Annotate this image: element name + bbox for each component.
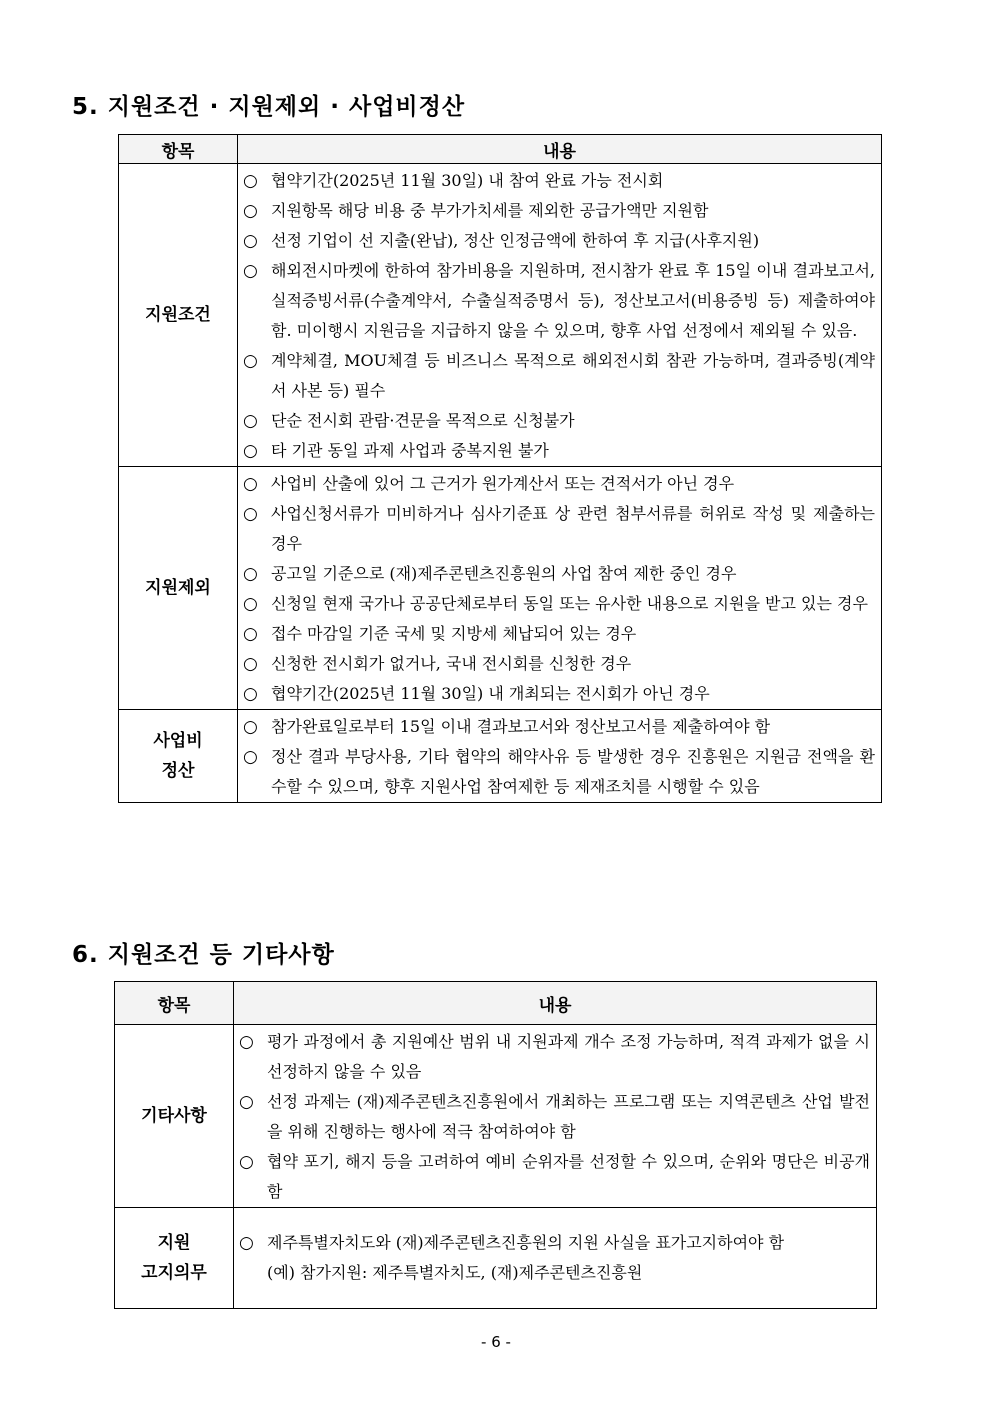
list-item [243, 256, 875, 346]
row-notice-obligation [115, 1208, 877, 1309]
bullet-circle-icon: ○ [239, 1032, 254, 1052]
row-support-exclusions [119, 467, 882, 710]
table-header-row [119, 135, 882, 164]
row-label: 기타사항 [115, 1025, 234, 1208]
list-item [239, 1027, 870, 1087]
list-item-text: 사업비 산출에 있어 그 근거가 원가계산서 또는 견적서가 아닌 경우 [271, 474, 735, 493]
list-item [243, 679, 875, 709]
list-item-text: 사업신청서류가 미비하거나 심사기준표 상 관련 첨부서류를 허위로 작성 및 제출하는 경우 [271, 504, 875, 553]
list-item-text: 선정 기업이 선 지출(완납), 정산 인정금액에 한하여 후 지급(사후지원) [271, 231, 760, 250]
bullet-circle-icon: ○ [243, 171, 258, 191]
bullet-circle-icon: ○ [243, 747, 258, 767]
row-label: 지원제외 [119, 467, 238, 710]
list-item-text: 평가 과정에서 총 지원예산 범위 내 지원과제 개수 조정 가능하며, 적격 과제가 없을 시 선정하지 않을 수 있음 [267, 1032, 870, 1081]
list-item-text: 정산 결과 부당사용, 기타 협약의 해약사유 등 발생한 경우 진흥원은 지원금 전액을 환수할 수 있으며, 향후 지원사업 참여제한 등 제재조치를 시행할 수 있음 [271, 747, 875, 796]
bullet-circle-icon: ○ [243, 594, 258, 614]
bullet-circle-icon: ○ [243, 231, 258, 251]
example-note: (예) 참가지원: 제주특별자치도, (재)제주콘텐츠진흥원 [267, 1263, 643, 1282]
list-item [243, 559, 875, 589]
row-content [234, 1208, 877, 1309]
section-5-table [118, 134, 882, 803]
section-6-table [114, 981, 877, 1309]
list-item-text: 선정 과제는 (재)제주콘텐츠진흥원에서 개최하는 프로그램 또는 지역콘텐츠 산업 발전을 위해 진행하는 행사에 적극 참여하여야 함 [267, 1092, 870, 1141]
list-item [243, 196, 875, 226]
bullet-circle-icon: ○ [243, 474, 258, 494]
list-item-text: 협약 포기, 해지 등을 고려하여 예비 순위자를 선정할 수 있으며, 순위와 명단은 비공개함 [267, 1152, 870, 1201]
list-item-text: 제주특별자치도와 (재)제주콘텐츠진흥원의 지원 사실을 표가고지하여야 함 [267, 1233, 785, 1252]
bullet-circle-icon: ○ [243, 201, 258, 221]
list-item-text: 참가완료일로부터 15일 이내 결과보고서와 정산보고서를 제출하여야 함 [271, 717, 771, 736]
row-other-matters [115, 1025, 877, 1208]
list-item [243, 589, 875, 619]
row-label-line: 고지의무 [141, 1263, 207, 1283]
page-number: - 6 - [481, 1333, 511, 1351]
list-item-text: 단순 전시회 관람·견문을 목적으로 신청불가 [271, 411, 575, 430]
row-label-line: 정산 [161, 761, 195, 781]
list-item [243, 406, 875, 436]
row-label-line: 사업비 [153, 731, 203, 751]
bullet-circle-icon: ○ [243, 564, 258, 584]
row-label [115, 1208, 234, 1309]
list-item [239, 1087, 870, 1147]
list-item [243, 436, 875, 466]
list-item [243, 649, 875, 679]
list-item [243, 499, 875, 559]
list-item-text: 신청한 전시회가 없거나, 국내 전시회를 신청한 경우 [271, 654, 632, 673]
list-item [243, 346, 875, 406]
bullet-circle-icon: ○ [239, 1233, 254, 1253]
row-content [238, 467, 882, 710]
bullet-circle-icon: ○ [243, 504, 258, 524]
header-item: 항목 [115, 982, 234, 1025]
list-item-text: 계약체결, MOU체결 등 비즈니스 목적으로 해외전시회 참관 가능하며, 결과증빙(계약서 사본 등) 필수 [271, 351, 875, 400]
list-item [243, 619, 875, 649]
bullet-circle-icon: ○ [243, 441, 258, 461]
list-item [239, 1228, 870, 1258]
row-content [238, 164, 882, 467]
list-item [243, 712, 875, 742]
header-content: 내용 [238, 135, 882, 164]
list-item [239, 1147, 870, 1207]
list-item [243, 226, 875, 256]
bullet-circle-icon: ○ [243, 351, 258, 371]
bullet-circle-icon: ○ [243, 654, 258, 674]
bullet-circle-icon: ○ [239, 1092, 254, 1112]
list-item-text: 신청일 현재 국가나 공공단체로부터 동일 또는 유사한 내용으로 지원을 받고 있는 경우 [271, 594, 868, 613]
row-label: 지원조건 [119, 164, 238, 467]
list-item-text: 협약기간(2025년 11월 30일) 내 개최되는 전시회가 아닌 경우 [271, 684, 710, 703]
row-content [234, 1025, 877, 1208]
list-item-text: 지원항목 해당 비용 중 부가가치세를 제외한 공급가액만 지원함 [271, 201, 709, 220]
list-item-text: 해외전시마켓에 한하여 참가비용을 지원하며, 전시참가 완료 후 15일 이내 결과보고서, 실적증빙서류(수출계약서, 수출실적증명서 등), 정산보고서(비용증빙 등) 제출하여야 함. 미이행시 지원금을 지급하지 않을 수 있으며, 향후 사업 선정에서 제외될 수 있음. [271, 261, 875, 340]
list-item [243, 166, 875, 196]
section-6-title: 6. 지원조건 등 기타사항 [72, 942, 335, 968]
header-item: 항목 [119, 135, 238, 164]
list-item [243, 742, 875, 802]
bullet-circle-icon: ○ [243, 411, 258, 431]
row-label-line: 지원 [157, 1233, 191, 1253]
bullet-circle-icon: ○ [243, 624, 258, 644]
table-header-row [115, 982, 877, 1025]
section-5-title: 5. 지원조건 · 지원제외 · 사업비정산 [72, 94, 466, 120]
bullet-circle-icon: ○ [243, 261, 258, 281]
header-content: 내용 [234, 982, 877, 1025]
row-content [238, 710, 882, 803]
row-settlement [119, 710, 882, 803]
list-item-text: 협약기간(2025년 11월 30일) 내 참여 완료 가능 전시회 [271, 171, 664, 190]
row-label [119, 710, 238, 803]
bullet-circle-icon: ○ [243, 684, 258, 704]
bullet-circle-icon: ○ [239, 1152, 254, 1172]
bullet-circle-icon: ○ [243, 717, 258, 737]
list-item-text: 접수 마감일 기준 국세 및 지방세 체납되어 있는 경우 [271, 624, 637, 643]
list-item-text: 타 기관 동일 과제 사업과 중복지원 불가 [271, 441, 549, 460]
row-support-conditions [119, 164, 882, 467]
list-item-text: 공고일 기준으로 (재)제주콘텐츠진흥원의 사업 참여 제한 중인 경우 [271, 564, 737, 583]
list-item [243, 469, 875, 499]
